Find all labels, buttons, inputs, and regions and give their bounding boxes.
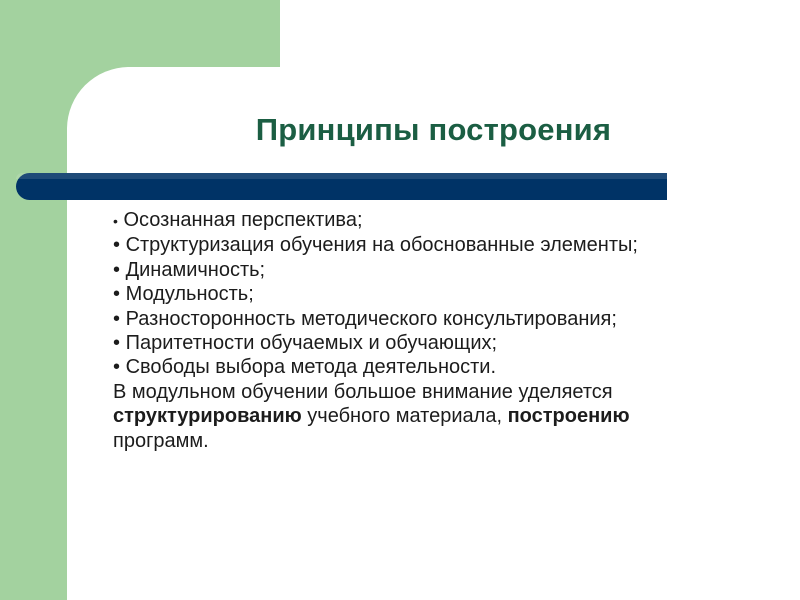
slide-title: Принципы построения [255,112,612,147]
summary-text: учебного материала, [301,405,508,428]
bullet-item [113,307,688,331]
summary-text: В модульном обучении большое внимание уделяется [113,380,613,403]
bullet-item [113,355,688,379]
bullet-text: Свободы выбора метода деятельности. [125,356,497,379]
summary-emphasis-building: построению [507,405,630,428]
bullet-item [113,258,688,282]
bullet-glyph: • [113,332,121,355]
bullet-glyph: • [113,234,121,257]
bullet-glyph: • [113,258,121,281]
bullet-text: Модульность; [125,283,254,306]
bullet-glyph: • [113,283,121,306]
bullet-item [113,208,688,233]
bullet-item [113,233,688,257]
summary-emphasis-structuring: структурированию [113,405,302,428]
bullet-glyph: • [113,213,118,229]
title-underline-bar [16,173,667,200]
bullet-item [113,331,688,355]
bullet-text: Динамичность; [125,258,266,281]
slide-body [113,208,688,453]
bullet-text: Осознанная перспектива; [123,209,363,231]
bullet-glyph: • [113,307,121,330]
summary-paragraph [113,380,688,453]
bullet-glyph: • [113,356,121,379]
bullet-text: Разносторонность методического консультирования; [125,307,617,330]
bullet-text: Структуризация обучения на обоснованные элементы; [125,234,638,257]
bullet-text: Паритетности обучаемых и обучающих; [125,332,498,355]
bullet-item [113,282,688,306]
summary-text: программ. [113,429,209,452]
